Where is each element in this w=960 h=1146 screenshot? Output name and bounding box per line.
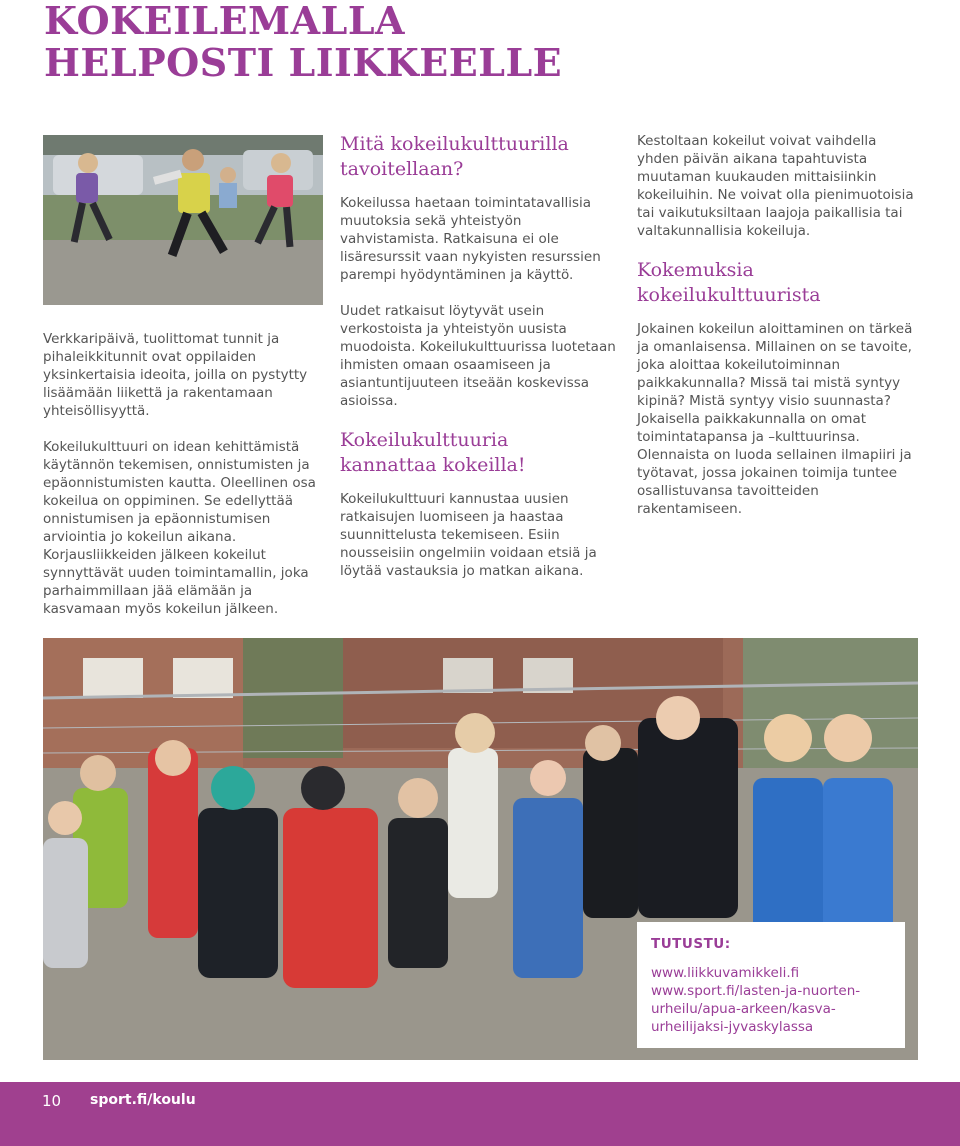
col3-heading-1 [637,258,919,308]
col2-heading-2 [340,428,622,478]
footer-site-link[interactable]: sport.fi/koulu [90,1092,196,1108]
col2-heading-1 [340,132,622,182]
tutustu-box [637,922,905,1048]
col3-heading-1-line-1: Kokemuksia [637,259,754,281]
col2-heading-1-line-2: tavoitellaan? [340,158,464,180]
title-line-2: HELPOSTI LIIKKEELLE [44,40,563,85]
link-liikkuvamikkeli[interactable]: www.liikkuvamikkeli.fi [651,965,800,981]
col2-heading-2-line-2: kannattaa kokeilla! [340,454,526,476]
footer-bar [0,1082,960,1146]
tutustu-heading: TUTUSTU: [651,936,731,952]
link-sport-line-3[interactable]: urheilijaksi-jyvaskylassa [651,1019,814,1035]
page-number: 10 [42,1092,62,1110]
col3-paragraph-1: Kestoltaan kokeilut voivat vaihdella yhden päivän aikana tapahtuvista muutaman kuukauden mittaisiinkin kokeiluihin. Ne voivat olla pienimuotoisia tai vaikutuksiltaan laajoja paikallisia tai valtakunnallisia kokeiluja. [637,133,914,239]
photo-running-children [43,135,323,305]
col1-paragraph-1: Verkkaripäivä, tuolittomat tunnit ja pihaleikkitunnit ovat oppilaiden yksinkertaisia ideoita, joilla on pystytty lisäämään liikettä ja rakentamaan yhteisöllisyyttä. [43,331,308,419]
column-1 [43,330,323,636]
col2-paragraph-2: Uudet ratkaisut löytyvät usein verkostoista ja yhteistyön uusista muodoista. Kokeilukulttuurissa luotetaan ihmisten omaan osaamiseen ja asiantuntijuuteen itseään koskevissa asioissa. [340,303,616,409]
col3-paragraph-2: Jokainen kokeilun aloittaminen on tärkeä ja omanlaisensa. Millainen on se tavoite, joka aloittaa kokeilutoiminnan paikkakunnalla? Missä tai mistä syntyy kipinä? Mistä syntyy visio suunnasta? Jokaisella paikkakunnalla on omat toimintatapansa ja –kulttuurinsa. Olennaista on luoda sellainen ilmapiiri ja työtavat, jossa jokainen toimija tuntee osallistuvansa tavoitteiden rakentamiseen. [637,321,913,517]
col2-heading-1-line-1: Mitä kokeilukulttuurilla [340,133,569,155]
column-2 [340,132,622,598]
col2-paragraph-1: Kokeilussa haetaan toimintatavallisia muutoksia sekä yhteistyön vahvistamista. Ratkaisuna ei ole lisäresurssit vaan nykyisten resurssien parempi hyödyntäminen ja käyttö. [340,195,601,283]
page-title [44,0,562,84]
col2-paragraph-3: Kokeilukulttuuri kannustaa uusien ratkaisujen luomiseen ja haastaa suunnittelusta tekemiseen. Esiin nousseisiin ongelmiin voidaan etsiä ja löytää vastauksia jo matkan aikana. [340,491,597,579]
col1-paragraph-2: Kokeilukulttuuri on idean kehittämistä käytännön tekemisen, onnistumisten ja epäonnistumisten kautta. Oleellinen osa kokeilua on oppiminen. Se edellyttää onnistumisen ja epäonnistumisen arviointia jo kokeilun aikana. Korjausliikkeiden jälkeen kokeilut synnyttävät uuden toimintamallin, joka parhaimmillaan jää elämään ja kasvamaan myös kokeilun jälkeen. [43,439,316,617]
col3-heading-1-line-2: kokeilukulttuurista [637,284,821,306]
link-sport-line-1[interactable]: www.sport.fi/lasten-ja-nuorten- [651,983,861,999]
col2-heading-2-line-1: Kokeilukulttuuria [340,429,509,451]
column-3 [637,132,919,536]
link-sport-line-2[interactable]: urheilu/apua-arkeen/kasva- [651,1001,836,1017]
title-line-1: KOKEILEMALLA [44,0,406,43]
